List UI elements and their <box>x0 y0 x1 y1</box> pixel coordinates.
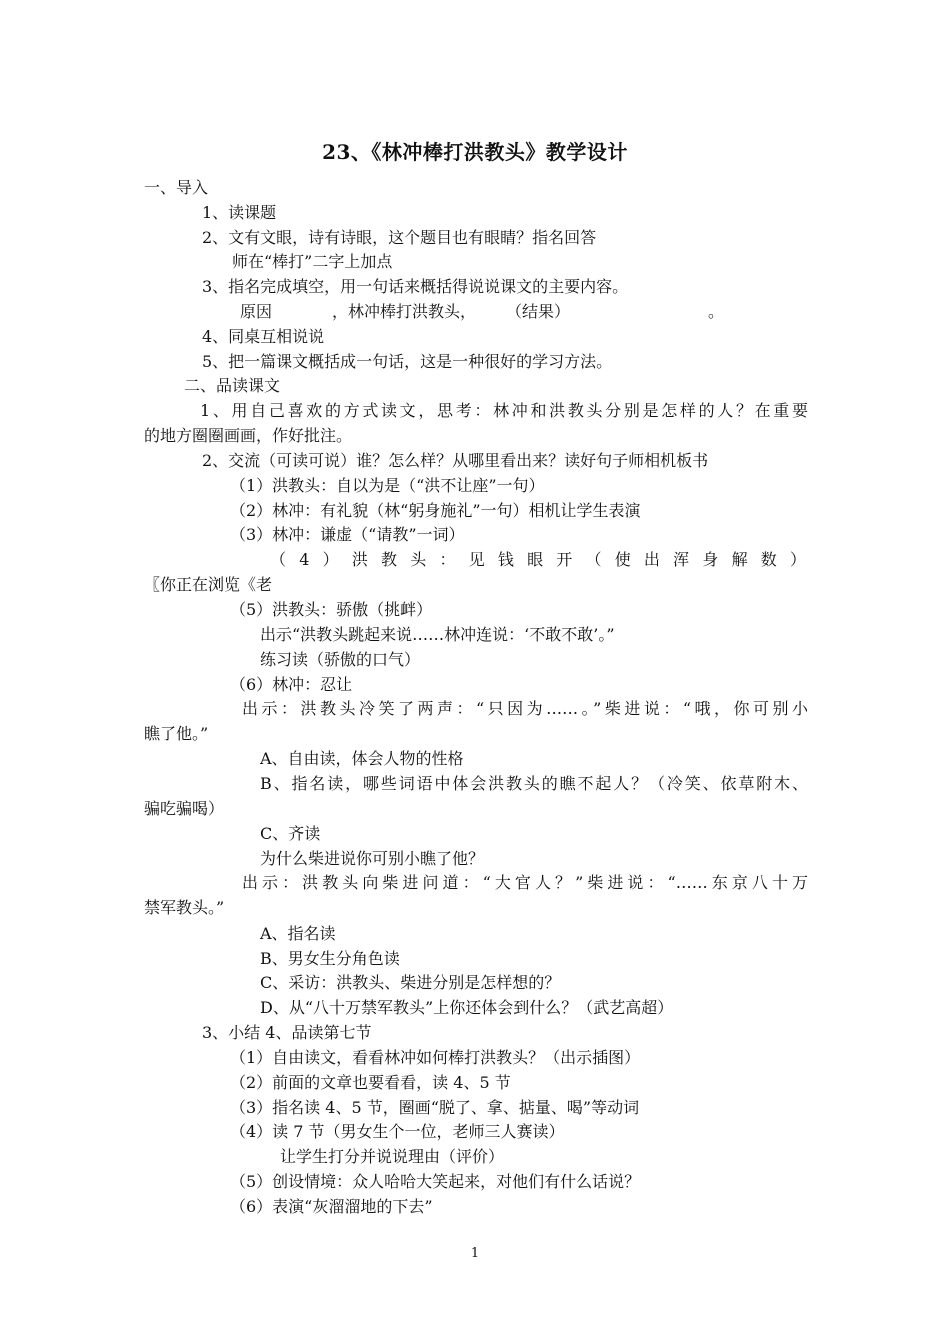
text-line: （4）读 7 节（男女生个一位，老师三人赛读） <box>230 1122 565 1141</box>
text-line: 为什么柴进说你可别小瞧了他？ <box>260 849 485 868</box>
text-line: 2、文有文眼，诗有诗眼，这个题目也有眼睛？指名回答 <box>202 228 597 247</box>
text-line: （1）自由读文，看看林冲如何棒打洪教头？（出示插图） <box>230 1048 641 1067</box>
text-line: （2）林冲：有礼貌（林“躬身施礼”一句）相机让学生表演 <box>230 501 641 520</box>
text-line: 1、用自己喜欢的方式读文，思考：林冲和洪教头分别是怎样的人？在重要 <box>200 401 808 420</box>
text-line: （1）洪教头：自以为是（“洪不让座”一句） <box>230 476 545 495</box>
text-line: 禁军教头。” <box>144 897 225 917</box>
text-line: （3）林冲：谦虚（“请教”一词） <box>230 525 465 544</box>
text-line: （6）林冲：忍让 <box>230 675 353 694</box>
paragraph <box>144 772 808 822</box>
text-line: B、指名读，哪些词语中体会洪教头的瞧不起人？（冷笑、依草附木、 <box>260 774 808 793</box>
text-line: C、齐读 <box>260 824 321 843</box>
text-line: D、从“八十万禁军教头”上你还体会到什么？（武艺高超） <box>260 998 674 1017</box>
text-line: A、指名读 <box>260 924 336 943</box>
text-line: B、男女生分角色读 <box>260 949 400 968</box>
page-number: 1 <box>470 1246 480 1261</box>
section-heading-reading: 二、品读课文 <box>184 376 281 395</box>
document-title: 23、《林冲棒打洪教头》教学设计 <box>322 140 628 164</box>
fill-blank-cause: 原因 <box>240 302 273 321</box>
text-line: C、采访：洪教头、柴进分别是怎样想的？ <box>260 973 561 992</box>
text-line: 3、小结 4、品读第七节 <box>202 1023 372 1042</box>
text-line: 1、读课题 <box>202 203 277 222</box>
text-line: 出示“洪教头跳起来说……林冲连说：‘不敢不敢’。” <box>260 625 615 644</box>
text-line: （4）洪教头：见钱眼开（使出浑身解数） <box>270 550 808 569</box>
text-line: （5）洪教头：骄傲（挑衅） <box>230 600 433 619</box>
paragraph <box>144 697 808 747</box>
text-line: 练习读（骄傲的口气） <box>260 650 421 669</box>
text-line: 2、交流（可读可说）谁？怎么样？从哪里看出来？读好句子师相机板书 <box>202 451 709 470</box>
text-line: 3、指名完成填空，用一句话来概括得说说课文的主要内容。 <box>202 277 629 296</box>
text-line: （2）前面的文章也要看看，读 4、5 节 <box>230 1073 511 1092</box>
text-line: （6）表演“灰溜溜地的下去” <box>230 1197 433 1216</box>
fill-blank-result: （结果） <box>506 302 571 321</box>
fill-blank-middle: ，林冲棒打洪教头， <box>332 302 477 321</box>
text-line: 师在“棒打”二字上加点 <box>232 252 393 271</box>
text-line: （5）创设情境：众人哈哈大笑起来，对他们有什么话说？ <box>230 1172 641 1191</box>
paragraph <box>144 399 808 449</box>
section-heading-intro: 一、导入 <box>144 178 209 197</box>
text-line: 让学生打分并说说理由（评价） <box>280 1147 505 1166</box>
text-line: A、自由读，体会人物的性格 <box>260 749 464 768</box>
text-line: 出示：洪教头冷笑了两声：“只因为……。”柴进说：“哦，你可别小 <box>242 699 808 718</box>
paragraph <box>144 548 808 598</box>
text-line: 4、同桌互相说说 <box>202 327 325 346</box>
text-line: 5、把一篇课文概括成一句话，这是一种很好的学习方法。 <box>202 352 613 371</box>
text-line: 的地方圈圈画画，作好批注。 <box>144 425 353 445</box>
text-line: 骗吃骗喝） <box>144 798 225 818</box>
fill-blank-end: 。 <box>708 302 725 321</box>
paragraph <box>144 871 808 921</box>
fill-blank-line <box>240 301 724 323</box>
text-line: （3）指名读 4、5 节，圈画“脱了、拿、掂量、喝”等动词 <box>230 1098 640 1117</box>
text-line: 出示：洪教头向柴进问道：“大官人？”柴进说：“……东京八十万 <box>242 873 808 892</box>
text-line: 瞧了他。” <box>144 723 209 743</box>
text-line: 〖你正在浏览《老 <box>144 574 273 594</box>
